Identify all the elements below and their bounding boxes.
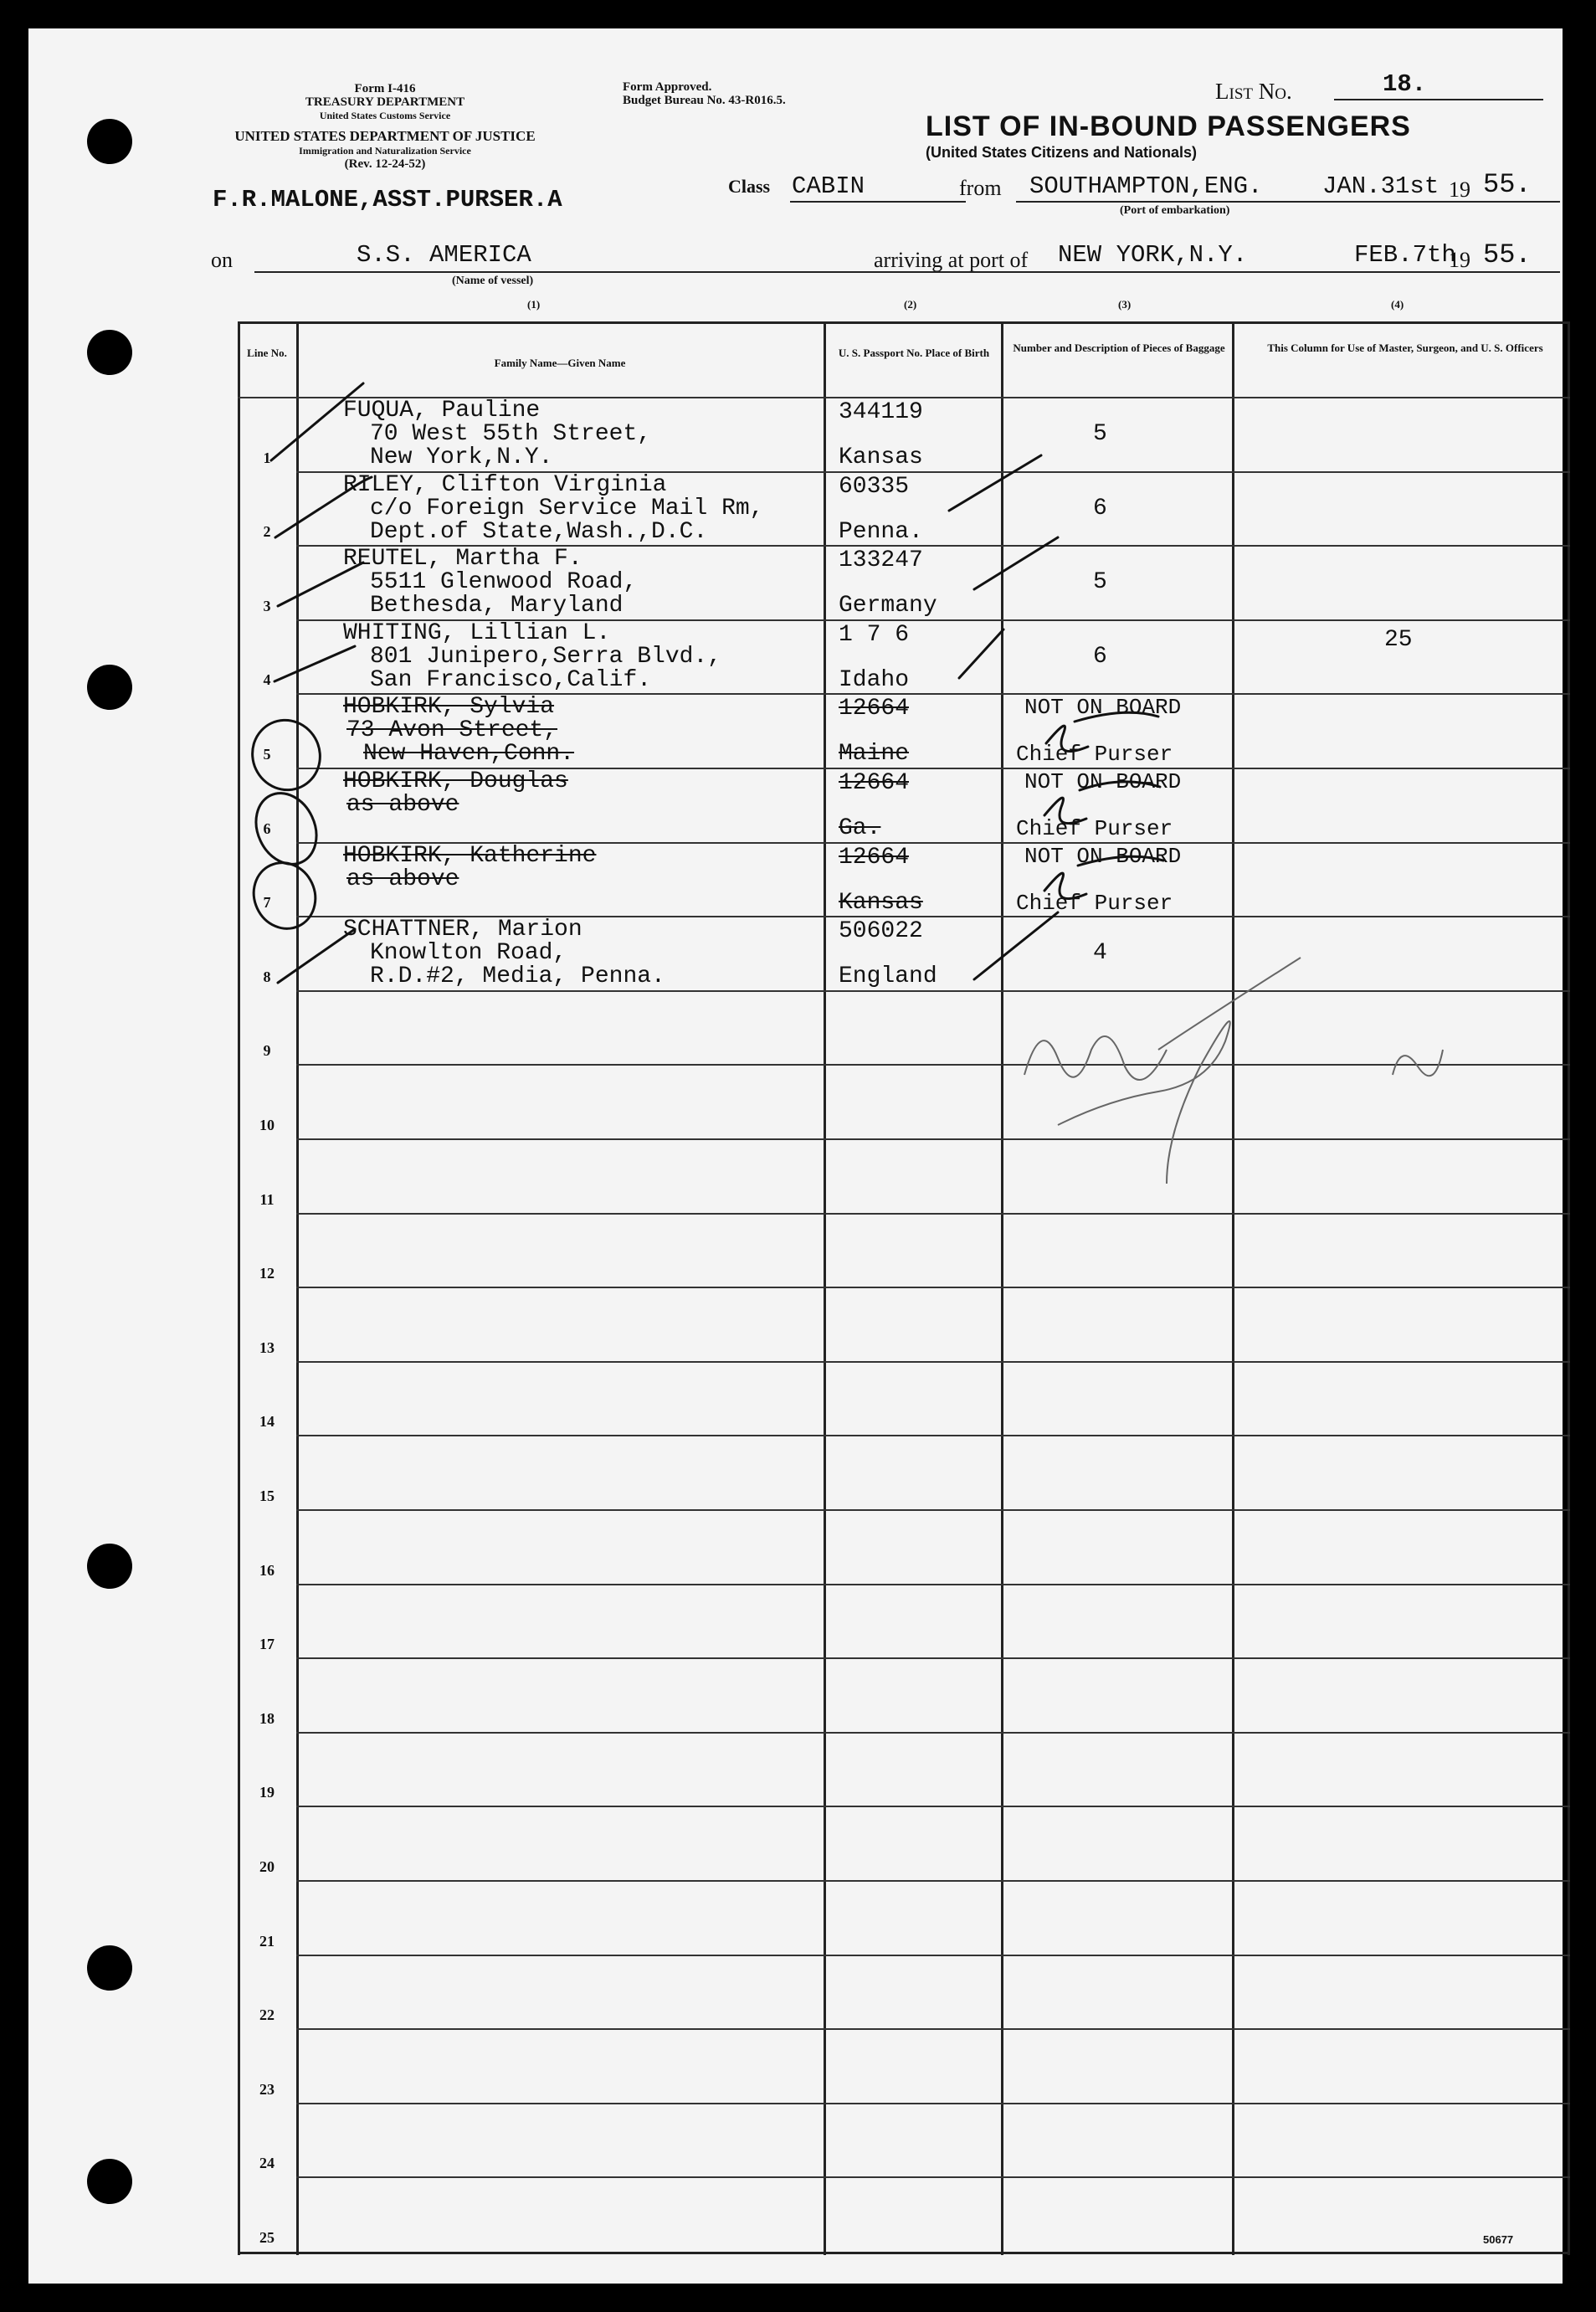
passenger-address-2: Dept.of State,Wash.,D.C. [370, 518, 708, 545]
passport-number: 12664 [839, 696, 910, 722]
col-head-officers: This Column for Use of Master, Surgeon, and U. S. Officers [1267, 342, 1543, 354]
passport-number: 506022 [839, 918, 923, 945]
line-number: 1 [263, 449, 271, 466]
port-caption: (Port of embarkation) [1120, 204, 1230, 217]
line-number: 5 [263, 746, 271, 763]
line-number: 10 [259, 1117, 275, 1133]
passenger-name: SCHATTNER, Marion [343, 917, 582, 943]
col-num-2: (2) [904, 298, 917, 311]
passenger-address-2: New Haven,Conn. [363, 741, 575, 768]
baggage-count: 6 [1093, 495, 1107, 521]
punch-hole [87, 665, 132, 710]
col-head-baggage: Number and Description of Pieces of Baggage [1013, 342, 1225, 354]
passenger-address-1: 801 Junipero,Serra Blvd., [370, 643, 722, 670]
customs-service: United States Customs Service [319, 110, 451, 121]
chief-purser-stamp: Chief Purser [1016, 742, 1173, 768]
not-on-board-stamp: NOT ON BOARD [1024, 695, 1182, 721]
officer-note: 25 [1384, 626, 1413, 653]
passenger-address-1: as above [346, 866, 459, 892]
approval-line-2: Budget Bureau No. 43-R016.5. [623, 94, 786, 107]
form-code: 50677 [1483, 2233, 1514, 2246]
col-num-4: (4) [1391, 298, 1404, 311]
line-number: 14 [259, 1413, 275, 1431]
passport-number: 344119 [839, 399, 923, 425]
line-number: 24 [259, 2155, 275, 2172]
line-number: 7 [263, 894, 271, 912]
form-number: Form I-416 [354, 82, 416, 95]
place-of-birth: Germany [839, 593, 937, 619]
revision: (Rev. 12-24-52) [344, 157, 426, 171]
passenger-address-1: 73 Avon Street, [346, 717, 558, 744]
manifest-page [28, 28, 1563, 2284]
place-of-birth: Idaho [839, 666, 910, 693]
line-number: 19 [259, 1784, 275, 1801]
place-of-birth: Ga. [839, 815, 881, 841]
line-number: 8 [263, 968, 271, 985]
punch-hole [87, 1544, 132, 1589]
col-num-3: (3) [1118, 298, 1132, 311]
line-number: 3 [263, 597, 271, 614]
place-of-birth: Kansas [839, 444, 923, 470]
page-subtitle: (United States Citizens and Nationals) [926, 144, 1198, 161]
passport-number: 12664 [839, 770, 910, 796]
col-head-line-no: Line No. [247, 347, 287, 359]
not-on-board-stamp: NOT ON BOARD [1024, 843, 1182, 869]
year-value-1: 55. [1483, 169, 1532, 200]
list-no-label: List No. [1215, 79, 1292, 104]
col-head-name: Family Name—Given Name [494, 357, 626, 369]
page-title: LIST OF IN-BOUND PASSENGERS [926, 110, 1411, 142]
line-number: 11 [259, 1190, 275, 1208]
vessel-caption: (Name of vessel) [452, 275, 534, 287]
passenger-name: HOBKIRK, Douglas [343, 768, 568, 794]
arrival-port: NEW YORK,N.Y. [1058, 241, 1248, 269]
passenger-address-1: 70 West 55th Street, [370, 421, 652, 447]
class-label: Class [728, 176, 771, 197]
line-number: 15 [259, 1487, 275, 1504]
punch-hole [87, 2159, 132, 2204]
line-number: 4 [263, 671, 271, 689]
arrival-date: FEB.7th [1354, 241, 1456, 269]
passport-number: 12664 [839, 844, 910, 871]
year-value-2: 55. [1483, 239, 1532, 270]
treasury-dept: TREASURY DEPARTMENT [305, 95, 465, 109]
list-no-value: 18. [1383, 70, 1427, 98]
punch-hole [87, 330, 132, 375]
class-value: CABIN [792, 172, 865, 200]
place-of-birth: England [839, 963, 937, 990]
passenger-name: REUTEL, Martha F. [343, 546, 582, 573]
place-of-birth: Maine [839, 741, 910, 768]
passenger-address-1: c/o Foreign Service Mail Rm, [370, 495, 764, 521]
submitted-by: F.R.MALONE,ASST.PURSER.A [213, 186, 562, 213]
vessel-name: S.S. AMERICA [357, 241, 531, 269]
punch-hole [87, 1945, 132, 1991]
baggage-count: 4 [1093, 940, 1107, 967]
line-number: 25 [259, 2229, 275, 2246]
passenger-name: HOBKIRK, Katherine [343, 842, 597, 869]
year-prefix-2: 19 [1449, 248, 1470, 272]
passport-number: 60335 [839, 473, 910, 500]
line-number: 16 [259, 1561, 275, 1579]
passport-number: 133247 [839, 547, 923, 574]
approval-line-1: Form Approved. [623, 80, 712, 94]
passenger-address-2: San Francisco,Calif. [370, 666, 652, 693]
not-on-board-stamp: NOT ON BOARD [1024, 769, 1182, 794]
departure-date: JAN.31st [1322, 172, 1439, 200]
passenger-address-2: Bethesda, Maryland [370, 593, 624, 619]
passenger-address-1: Knowlton Road, [370, 940, 567, 967]
passenger-name: RILEY, Clifton Virginia [343, 471, 667, 498]
passenger-address-2: New York,N.Y. [370, 444, 553, 470]
passenger-address-1: as above [346, 792, 459, 818]
line-number: 2 [263, 523, 271, 541]
passenger-name: HOBKIRK, Sylvia [343, 694, 555, 721]
passenger-name: FUQUA, Pauline [343, 398, 541, 424]
passenger-address-1: 5511 Glenwood Road, [370, 569, 638, 596]
year-prefix-1: 19 [1449, 177, 1470, 202]
line-number: 23 [259, 2080, 275, 2098]
line-number: 9 [263, 1042, 271, 1060]
line-number: 20 [259, 1858, 275, 1875]
arriving-label: arriving at port of [874, 248, 1029, 272]
port-of-embarkation: SOUTHAMPTON,ENG. [1029, 172, 1263, 200]
from-label: from [959, 176, 1002, 200]
chief-purser-stamp: Chief Purser [1016, 890, 1173, 916]
passport-number: 1 7 6 [839, 621, 910, 648]
baggage-count: 5 [1093, 421, 1107, 447]
baggage-count: 5 [1093, 569, 1107, 596]
line-number: 12 [259, 1265, 275, 1282]
chief-purser-stamp: Chief Purser [1016, 816, 1173, 841]
line-number: 17 [259, 1636, 275, 1653]
col-num-1: (1) [527, 298, 541, 311]
col-head-passport: U. S. Passport No. Place of Birth [838, 347, 990, 359]
place-of-birth: Penna. [839, 518, 923, 545]
line-number: 18 [259, 1709, 275, 1727]
punch-hole [87, 119, 132, 164]
justice-dept: UNITED STATES DEPARTMENT OF JUSTICE [234, 128, 536, 144]
passenger-table [238, 321, 1570, 2255]
place-of-birth: Kansas [839, 889, 923, 916]
passenger-address-2: R.D.#2, Media, Penna. [370, 963, 665, 990]
line-number: 6 [263, 819, 271, 837]
line-number: 21 [259, 1932, 275, 1950]
line-number: 13 [259, 1338, 275, 1356]
baggage-count: 6 [1093, 643, 1107, 670]
line-number: 22 [259, 2006, 275, 2024]
on-label: on [211, 248, 233, 272]
check-marks [238, 321, 1570, 2255]
ins-service: Immigration and Naturalization Service [299, 145, 471, 157]
passenger-name: WHITING, Lillian L. [343, 619, 611, 646]
